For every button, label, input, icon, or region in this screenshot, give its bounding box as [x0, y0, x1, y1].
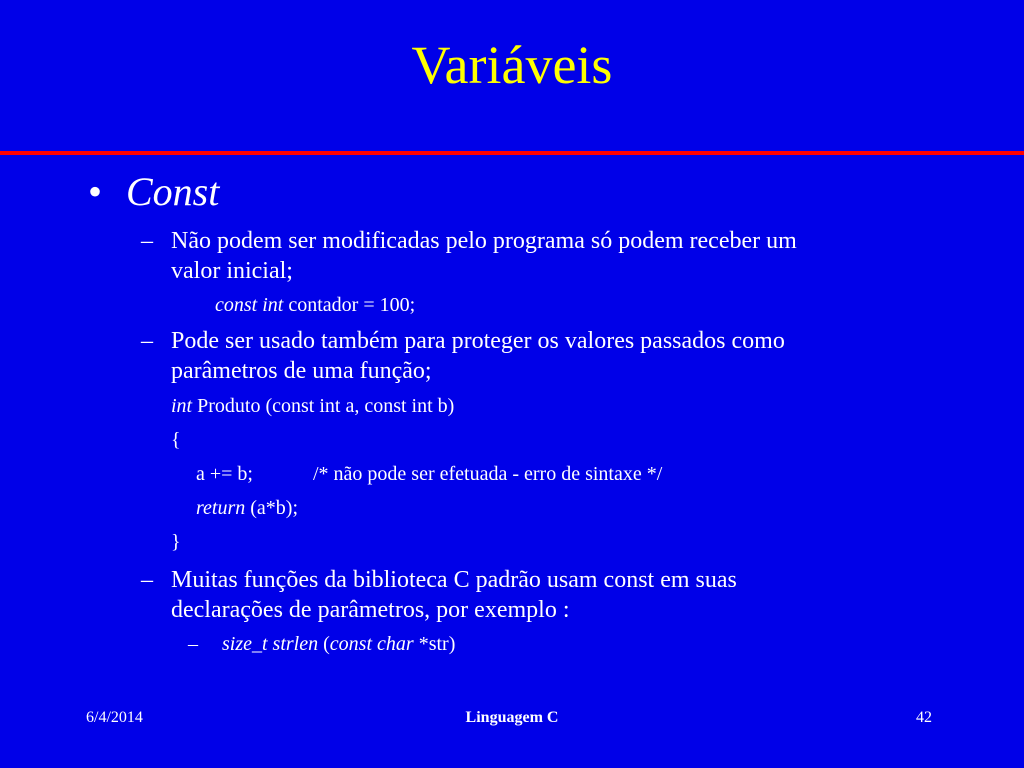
- item1-line1: Não podem ser modificadas pelo programa só podem receber um: [171, 228, 797, 254]
- item3-line1: Muitas funções da biblioteca C padrão usam const em suas: [171, 567, 737, 593]
- item2-line2: parâmetros de uma função;: [171, 358, 432, 384]
- bullet-text: Const: [126, 169, 220, 214]
- code-assignment: a += b;: [196, 463, 253, 485]
- title-divider: [0, 151, 1024, 155]
- code-keyword: size_t strlen: [222, 633, 319, 655]
- code-open-brace: {: [171, 429, 181, 451]
- item3-example: [222, 631, 455, 657]
- code-keyword: return: [196, 497, 246, 519]
- item1-line2: valor inicial;: [171, 258, 293, 284]
- code-text: (a*b);: [245, 497, 299, 519]
- dash-icon: –: [141, 328, 153, 354]
- code-text: Produto (const int a, const int b): [192, 395, 455, 417]
- code-keyword: const: [215, 294, 258, 316]
- item1-code: [215, 292, 415, 318]
- code-comment: /* não pode ser efetuada - erro de sintaxe */: [313, 463, 663, 485]
- page-number: 42: [916, 709, 932, 726]
- footer-date: 6/4/2014: [86, 709, 143, 726]
- footer-title: Linguagem C: [465, 709, 559, 726]
- dash-icon: –: [141, 567, 153, 593]
- item2-code-signature: [171, 393, 454, 419]
- code-text: contador = 100;: [283, 294, 416, 316]
- sub-dash-icon: –: [188, 633, 198, 655]
- bullet-icon: •: [88, 169, 103, 214]
- code-return: [196, 495, 298, 521]
- code-keyword: int: [262, 294, 284, 316]
- item3-line2: declarações de parâmetros, por exemplo :: [171, 597, 570, 623]
- code-keyword: const char: [329, 633, 414, 655]
- code-close-brace: }: [171, 531, 181, 553]
- code-text: *str): [413, 633, 456, 655]
- code-text: (: [318, 633, 330, 655]
- code-keyword: int: [171, 395, 193, 417]
- main-bullet: [88, 168, 219, 216]
- dash-icon: –: [141, 228, 153, 254]
- item2-line1: Pode ser usado também para proteger os valores passados como: [171, 328, 785, 354]
- slide-title: Variáveis: [411, 35, 613, 95]
